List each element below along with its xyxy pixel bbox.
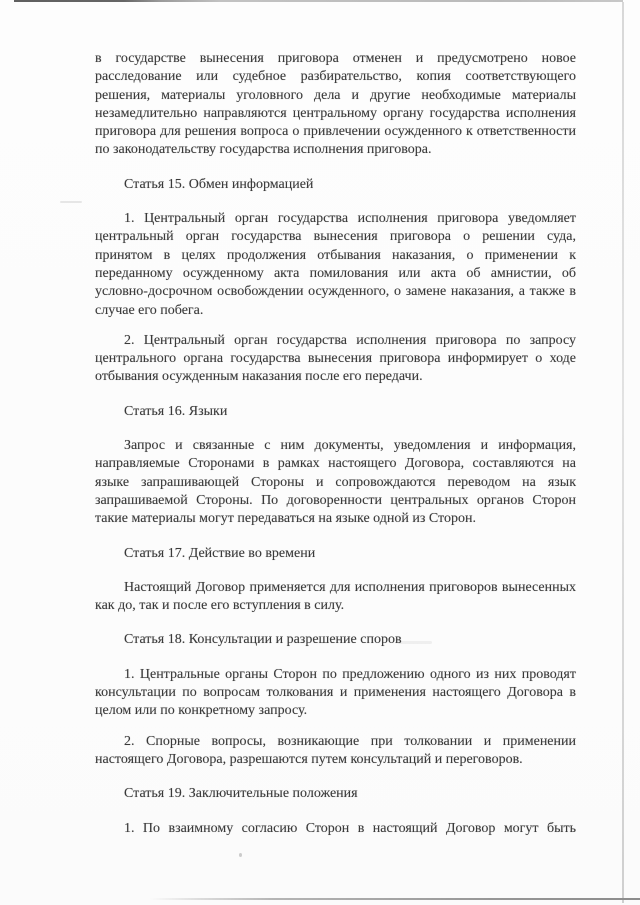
document-content <box>95 50 576 838</box>
article-15-paragraph-1: 1. Центральный орган государства исполнения приговора уведомляет центральный орган государства вынесения приговора о решении суда, принятом в целях продолжения отбывания наказания, о применении к переданному осужденному акта помилования или акта об амнистии, об условно-досрочном освобождении осужденного, о замене наказания, а также в случае его побега. <box>95 211 576 318</box>
scan-edge-bottom-line <box>150 898 640 900</box>
article-16-heading: Статья 16. Языки <box>124 403 228 419</box>
article-15-heading: Статья 15. Обмен информацией <box>124 176 314 192</box>
article-18-heading: Статья 18. Консультации и разрешение споров <box>124 632 402 648</box>
article-18-paragraph-2: 2. Спорные вопросы, возникающие при толковании и применении настоящего Договора, разрешаются путем консультаций и переговоров. <box>95 733 576 767</box>
scan-edge-right-line <box>622 2 624 903</box>
scan-edge-top-line <box>14 0 623 2</box>
article-15-paragraph-2: 2. Центральный орган государства исполнения приговора по запросу центрального органа государства вынесения приговора информирует о ходе отбывания осужденным наказания после его передачи. <box>95 332 576 385</box>
article-17-paragraph: Настоящий Договор применяется для исполнения приговоров вынесенных как до, так и после его вступления в силу. <box>95 579 576 614</box>
article-19-paragraph-1-cutoff: 1. По взаимному согласию Сторон в настоящий Договор могут быть <box>124 820 576 836</box>
article-19-heading: Статья 19. Заключительные положения <box>124 786 358 802</box>
article-17-heading: Статья 17. Действие во времени <box>124 545 316 561</box>
paragraph-continuation: в государстве вынесения приговора отменен и предусмотрено новое расследование или судебное разбирательство, копия соответствующего решения, материалы уголовного дела и другие необходимые материалы незамедлительно направляются центральному органу государства исполнения приговора для решения вопроса о привлечении осужденного к ответственности по законодательству государства исполнения приговора. <box>95 51 576 158</box>
scan-smudge-artifact <box>60 201 82 203</box>
article-16-paragraph: Запрос и связанные с ним документы, уведомления и информация, направляемые Сторонами в рамках настоящего Договора, составляются на языке запрашивающей Стороны и сопровождаются переводом на язык запрашиваемой Стороны. По договоренности центральных органов Сторон такие материалы могут передаваться на языке одной из Сторон. <box>95 438 576 527</box>
scan-speck-artifact <box>239 853 242 857</box>
article-18-paragraph-1: 1. Центральные органы Сторон по предложению одного из них проводят консультации по вопросам толкования и применения настоящего Договора в целом или по конкретному запросу. <box>95 666 576 719</box>
